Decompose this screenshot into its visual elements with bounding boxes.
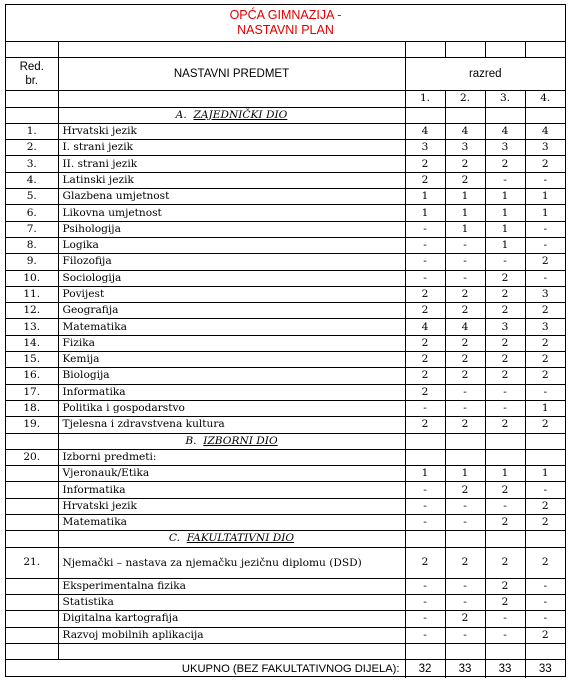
- hours-grade-2: -: [445, 384, 485, 400]
- section-blank: [405, 531, 445, 547]
- subject-row: [6, 611, 565, 627]
- subject-name: Eksperimentalna fizika: [58, 578, 405, 594]
- hours-grade-4: 2: [525, 417, 565, 433]
- section-prefix: B.: [185, 434, 197, 447]
- empty-cell: [485, 643, 525, 659]
- row-number: 20.: [6, 449, 58, 465]
- total-grade-2: 33: [445, 660, 485, 679]
- hours-grade-1: 2: [405, 384, 445, 400]
- subject-row: [6, 400, 565, 416]
- hours-grade-3: -: [485, 172, 525, 188]
- grades-row: [6, 91, 565, 107]
- curriculum-table: [6, 42, 565, 678]
- subject-row: [6, 286, 565, 302]
- subject-row: [6, 335, 565, 351]
- hours-grade-1: 2: [405, 172, 445, 188]
- row-number: 3.: [6, 156, 58, 172]
- subject-name: Hrvatski jezik: [58, 498, 405, 514]
- subject-name: Sociologija: [58, 270, 405, 286]
- subject-name: Filozofija: [58, 254, 405, 270]
- title-line-1: OPĆA GIMNAZIJA -: [229, 8, 342, 22]
- subject-name: Logika: [58, 237, 405, 253]
- section-title-section_a: [58, 107, 405, 123]
- hours-grade-2: 2: [445, 172, 485, 188]
- hours-grade-1: 1: [405, 205, 445, 221]
- row-number: 1.: [6, 123, 58, 139]
- hours-grade-3: -: [485, 400, 525, 416]
- hours-grade-1: 4: [405, 319, 445, 335]
- subject-row: [6, 627, 565, 643]
- hours-grade-4: -: [525, 270, 565, 286]
- row-number: 13.: [6, 319, 58, 335]
- red-br-line-2: br.: [25, 75, 39, 88]
- hours-grade-3: 2: [485, 594, 525, 610]
- hours-grade-2: -: [445, 237, 485, 253]
- subject-name: Informatika: [58, 384, 405, 400]
- subject-row: [6, 498, 565, 514]
- hours-grade-2: -: [445, 498, 485, 514]
- empty-cell: [485, 449, 525, 465]
- hours-grade-4: 3: [525, 319, 565, 335]
- section-title-section_b: [58, 433, 405, 449]
- section-blank: [445, 107, 485, 123]
- hours-grade-1: 4: [405, 123, 445, 139]
- total-label: UKUPNO (BEZ FAKULTATIVNOG DIJELA):: [6, 660, 405, 679]
- hours-grade-4: -: [525, 482, 565, 498]
- hours-grade-2: 2: [445, 482, 485, 498]
- hours-grade-4: -: [525, 578, 565, 594]
- hours-grade-2: 2: [445, 303, 485, 319]
- subject-row: [6, 368, 565, 384]
- grade-3: 3.: [485, 91, 525, 107]
- row-number: [6, 498, 58, 514]
- row-number: 19.: [6, 417, 58, 433]
- subject-name: Psihologija: [58, 221, 405, 237]
- elective-head-row: [6, 449, 565, 465]
- hours-grade-2: -: [445, 270, 485, 286]
- hours-grade-1: 2: [405, 335, 445, 351]
- row-number: 14.: [6, 335, 58, 351]
- subject-name: II. strani jezik: [58, 156, 405, 172]
- hours-grade-3: 2: [485, 515, 525, 531]
- hours-grade-1: -: [405, 498, 445, 514]
- hours-grade-4: 2: [525, 368, 565, 384]
- hours-grade-2: 2: [445, 286, 485, 302]
- hours-grade-4: 2: [525, 515, 565, 531]
- hours-grade-4: 1: [525, 189, 565, 205]
- hours-grade-4: 2: [525, 254, 565, 270]
- hours-grade-1: -: [405, 400, 445, 416]
- hours-grade-1: -: [405, 627, 445, 643]
- hours-grade-1: -: [405, 221, 445, 237]
- subject-row: [6, 303, 565, 319]
- subject-name: Razvoj mobilnih aplikacija: [58, 627, 405, 643]
- predmet-header: NASTAVNI PREDMET: [58, 58, 405, 91]
- subject-name: Likovna umjetnost: [58, 205, 405, 221]
- subject-name: Kemija: [58, 352, 405, 368]
- section-name: ZAJEDNIČKI DIO: [193, 108, 288, 121]
- hours-grade-1: -: [405, 578, 445, 594]
- hours-grade-2: -: [445, 627, 485, 643]
- subject-row: [6, 482, 565, 498]
- hours-grade-4: 2: [525, 156, 565, 172]
- hours-grade-1: 2: [405, 368, 445, 384]
- hours-grade-2: 4: [445, 123, 485, 139]
- section-blank: [405, 433, 445, 449]
- section-blank: [6, 433, 58, 449]
- row-number: 16.: [6, 368, 58, 384]
- hours-grade-1: 3: [405, 140, 445, 156]
- subject-name: Izborni predmeti:: [58, 449, 405, 465]
- hours-grade-3: 1: [485, 237, 525, 253]
- hours-grade-2: 2: [445, 352, 485, 368]
- hours-grade-3: 2: [485, 270, 525, 286]
- hours-grade-3: 1: [485, 205, 525, 221]
- subject-name: Tjelesna i zdravstvena kultura: [58, 417, 405, 433]
- row-number: 11.: [6, 286, 58, 302]
- hours-grade-4: 3: [525, 286, 565, 302]
- section-blank: [525, 107, 565, 123]
- hours-grade-1: 1: [405, 466, 445, 482]
- section-blank: [485, 107, 525, 123]
- subject-name: Biologija: [58, 368, 405, 384]
- hours-grade-3: 1: [485, 221, 525, 237]
- hours-grade-3: 3: [485, 140, 525, 156]
- hours-grade-1: 2: [405, 417, 445, 433]
- empty-cell: [445, 643, 485, 659]
- row-number: 10.: [6, 270, 58, 286]
- subject-name: Povijest: [58, 286, 405, 302]
- section-blank: [485, 433, 525, 449]
- hours-grade-4: 2: [525, 335, 565, 351]
- hours-grade-2: 2: [445, 368, 485, 384]
- section-title-section_c: [58, 531, 405, 547]
- section-name: IZBORNI DIO: [203, 434, 278, 447]
- hours-grade-3: 2: [485, 352, 525, 368]
- subject-row: [6, 172, 565, 188]
- hours-grade-3: 4: [485, 123, 525, 139]
- dsd-row: [6, 547, 565, 578]
- hours-grade-3: 2: [485, 578, 525, 594]
- subject-name: Fizika: [58, 335, 405, 351]
- hours-grade-4: 3: [525, 140, 565, 156]
- row-number: [6, 627, 58, 643]
- subject-row: [6, 319, 565, 335]
- section-row-section_c: [6, 531, 565, 547]
- subject-row: [6, 466, 565, 482]
- hours-grade-1: 2: [405, 156, 445, 172]
- hours-grade-4: 1: [525, 466, 565, 482]
- empty-cell: [58, 643, 405, 659]
- hours-grade-1: -: [405, 237, 445, 253]
- empty-cell: [405, 643, 445, 659]
- hours-grade-3: 2: [485, 482, 525, 498]
- hours-grade-1: -: [405, 515, 445, 531]
- hours-grade-1: -: [405, 611, 445, 627]
- subject-row: [6, 156, 565, 172]
- spacer-row: [6, 643, 565, 659]
- hours-grade-2: 1: [445, 466, 485, 482]
- subject-row: [6, 515, 565, 531]
- hours-grade-2: -: [445, 515, 485, 531]
- row-number: [6, 578, 58, 594]
- hours-grade-1: 2: [405, 286, 445, 302]
- red-br-header: [6, 58, 58, 91]
- subject-row: [6, 140, 565, 156]
- hours-grade-1: -: [405, 594, 445, 610]
- subject-row: [6, 352, 565, 368]
- subject-row: [6, 384, 565, 400]
- hours-grade-3: -: [485, 611, 525, 627]
- subject-name: Latinski jezik: [58, 172, 405, 188]
- total-grade-3: 33: [485, 660, 525, 679]
- subject-row: [6, 594, 565, 610]
- subject-row: [6, 254, 565, 270]
- section-row-section_b: [6, 433, 565, 449]
- subject-name: Hrvatski jezik: [58, 123, 405, 139]
- hours-grade-4: 1: [525, 400, 565, 416]
- red-br-line-1: Red.: [19, 61, 44, 74]
- hours-grade-4: -: [525, 221, 565, 237]
- hours-grade-1: 2: [405, 352, 445, 368]
- row-number: 6.: [6, 205, 58, 221]
- subject-name: Politika i gospodarstvo: [58, 400, 405, 416]
- document-title: [6, 5, 565, 42]
- hours-grade-4: -: [525, 594, 565, 610]
- hours-grade-2: 1: [445, 221, 485, 237]
- hours-grade-2: 2: [445, 156, 485, 172]
- hours-grade-2: 2: [445, 611, 485, 627]
- subject-name: Digitalna kartografija: [58, 611, 405, 627]
- hours-grade-4: -: [525, 237, 565, 253]
- section-blank: [445, 531, 485, 547]
- subject-name: Matematika: [58, 515, 405, 531]
- subject-row: [6, 237, 565, 253]
- row-number: 7.: [6, 221, 58, 237]
- hours-grade-1: 2: [405, 303, 445, 319]
- subject-name: Geografija: [58, 303, 405, 319]
- subject-name: Vjeronauk/Etika: [58, 466, 405, 482]
- hours-grade-3: -: [485, 254, 525, 270]
- hours-grade-4: 2: [525, 627, 565, 643]
- empty-cell: [525, 643, 565, 659]
- hours-grade-3: -: [485, 384, 525, 400]
- hours-grade-2: 3: [445, 140, 485, 156]
- spacer-row: [6, 42, 565, 58]
- subject-name: Informatika: [58, 482, 405, 498]
- hours-grade-2: -: [445, 578, 485, 594]
- row-number: 9.: [6, 254, 58, 270]
- section-prefix: C.: [168, 532, 180, 545]
- hours-grade-4: -: [525, 384, 565, 400]
- empty-cell: [445, 449, 485, 465]
- subject-row: [6, 205, 565, 221]
- section-blank: [525, 531, 565, 547]
- row-number: 21.: [6, 547, 58, 578]
- subject-row: [6, 578, 565, 594]
- row-number: [6, 594, 58, 610]
- row-number: [6, 482, 58, 498]
- row-number: 17.: [6, 384, 58, 400]
- section-blank: [6, 531, 58, 547]
- hours-grade-3: 2: [485, 547, 525, 578]
- section-blank: [405, 107, 445, 123]
- grades-blank-2: [58, 91, 405, 107]
- hours-grade-3: 2: [485, 368, 525, 384]
- hours-grade-3: 2: [485, 417, 525, 433]
- razred-header: razred: [405, 58, 565, 91]
- empty-cell: [405, 449, 445, 465]
- hours-grade-1: 1: [405, 189, 445, 205]
- row-number: 5.: [6, 189, 58, 205]
- subject-name: Statistika: [58, 594, 405, 610]
- hours-grade-2: 1: [445, 205, 485, 221]
- hours-grade-1: -: [405, 254, 445, 270]
- hours-grade-1: -: [405, 270, 445, 286]
- title-line-2: NASTAVNI PLAN: [237, 23, 334, 37]
- hours-grade-3: 2: [485, 335, 525, 351]
- hours-grade-4: -: [525, 611, 565, 627]
- hours-grade-2: 4: [445, 319, 485, 335]
- hours-grade-3: 2: [485, 286, 525, 302]
- hours-grade-4: 1: [525, 205, 565, 221]
- section-blank: [6, 107, 58, 123]
- hours-grade-4: 2: [525, 352, 565, 368]
- row-number: 12.: [6, 303, 58, 319]
- row-number: 8.: [6, 237, 58, 253]
- row-number: [6, 466, 58, 482]
- hours-grade-4: 2: [525, 498, 565, 514]
- hours-grade-3: -: [485, 627, 525, 643]
- grade-1: 1.: [405, 91, 445, 107]
- curriculum-table-body: [6, 42, 565, 678]
- section-row-section_a: [6, 107, 565, 123]
- subject-row: [6, 189, 565, 205]
- total-grade-1: 32: [405, 660, 445, 679]
- section-prefix: A.: [175, 108, 187, 121]
- empty-cell: [6, 643, 58, 659]
- section-blank: [445, 433, 485, 449]
- row-number: [6, 611, 58, 627]
- subject-name: Matematika: [58, 319, 405, 335]
- hours-grade-1: -: [405, 482, 445, 498]
- grade-2: 2.: [445, 91, 485, 107]
- hours-grade-2: 2: [445, 547, 485, 578]
- hours-grade-3: 1: [485, 466, 525, 482]
- subject-row: [6, 417, 565, 433]
- hours-grade-2: 2: [445, 335, 485, 351]
- hours-grade-3: -: [485, 498, 525, 514]
- curriculum-sheet: [5, 4, 566, 677]
- hours-grade-4: -: [525, 172, 565, 188]
- section-blank: [485, 531, 525, 547]
- total-row: [6, 660, 565, 679]
- row-number: 15.: [6, 352, 58, 368]
- hours-grade-2: -: [445, 594, 485, 610]
- subject-name: Glazbena umjetnost: [58, 189, 405, 205]
- hours-grade-3: 1: [485, 189, 525, 205]
- subject-row: [6, 221, 565, 237]
- subject-name: I. strani jezik: [58, 140, 405, 156]
- subject-row: [6, 123, 565, 139]
- hours-grade-3: 2: [485, 156, 525, 172]
- hours-grade-4: 2: [525, 547, 565, 578]
- hours-grade-3: 2: [485, 303, 525, 319]
- hours-grade-2: 2: [445, 417, 485, 433]
- hours-grade-2: -: [445, 254, 485, 270]
- section-blank: [525, 433, 565, 449]
- row-number: 2.: [6, 140, 58, 156]
- hours-grade-4: 2: [525, 303, 565, 319]
- hours-grade-1: 2: [405, 547, 445, 578]
- subject-name: Njemački – nastava za njemačku jezičnu diplomu (DSD): [58, 547, 405, 578]
- subject-row: [6, 270, 565, 286]
- row-number: 18.: [6, 400, 58, 416]
- hours-grade-3: 3: [485, 319, 525, 335]
- grades-blank-1: [6, 91, 58, 107]
- hours-grade-4: 4: [525, 123, 565, 139]
- hours-grade-2: -: [445, 400, 485, 416]
- row-number: [6, 515, 58, 531]
- empty-cell: [525, 449, 565, 465]
- hours-grade-2: 1: [445, 189, 485, 205]
- total-grade-4: 33: [525, 660, 565, 679]
- grade-4: 4.: [525, 91, 565, 107]
- row-number: 4.: [6, 172, 58, 188]
- section-name: FAKULTATIVNI DIO: [186, 532, 295, 545]
